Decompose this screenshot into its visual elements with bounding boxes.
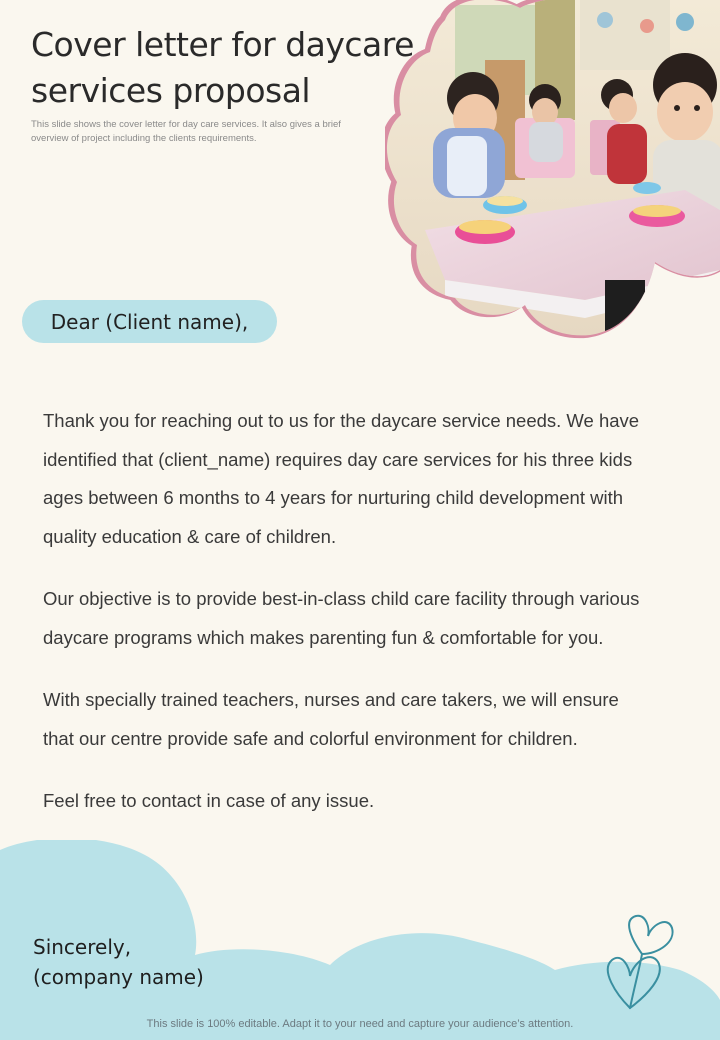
closing-salutation: Sincerely, (33, 935, 132, 959)
greeting-pill (22, 300, 277, 343)
letter-paragraph: Our objective is to provide best-in-class child care facility through various daycare programs which makes parenting fun & comfortable for you. (43, 588, 640, 648)
greeting-text: Dear (Client name), (50, 309, 249, 334)
closing-company-name: (company name) (33, 965, 204, 989)
children-photo (385, 0, 720, 340)
letter-closing (33, 932, 293, 992)
page-subtitle: This slide shows the cover letter for day care services. It also gives a brief overview of project including the clients requirements. (31, 119, 341, 144)
page-title: Cover letter for daycare services proposal (31, 25, 414, 110)
hearts-icon (596, 910, 680, 1014)
letter-paragraph: Thank you for reaching out to us for the daycare service needs. We have identified that (client_name) requires day care services for his three kids ages between 6 months to 4 years for nurturing child development with quality education & care of children. (43, 410, 640, 547)
letter-body (43, 402, 643, 845)
footer-note: This slide is 100% editable. Adapt it to your need and capture your audience’s attention. (146, 1018, 574, 1030)
letter-paragraph: Feel free to contact in case of any issue. (43, 790, 375, 811)
letter-paragraph: With specially trained teachers, nurses and care takers, we will ensure that our centre provide safe and colorful environment for children. (43, 689, 619, 749)
